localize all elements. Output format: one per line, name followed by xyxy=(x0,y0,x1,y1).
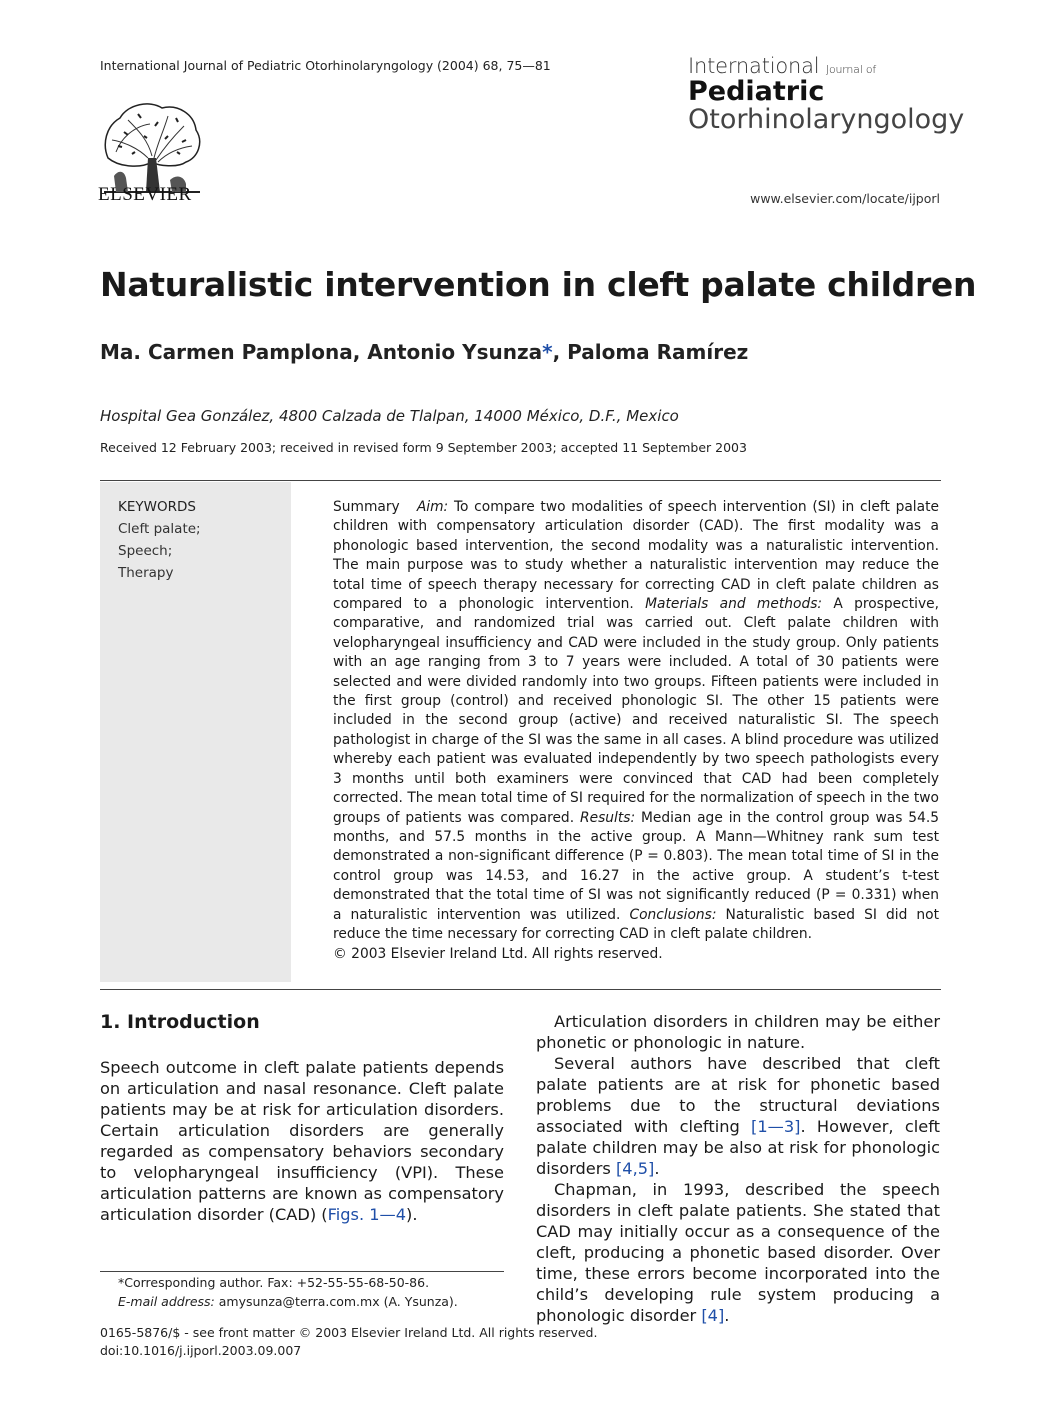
citation-link[interactable]: [4] xyxy=(701,1306,725,1325)
journal-name-line2: Pediatric xyxy=(688,76,825,107)
email-note: E-mail address: amysunza@terra.com.mx (A. Ysunza). xyxy=(118,1294,458,1309)
abstract-copyright: © 2003 Elsevier Ireland Ltd. All rights reserved. xyxy=(333,946,663,962)
footnote-divider xyxy=(100,1271,504,1272)
journal-name-line1-small: Journal of xyxy=(825,63,877,76)
keyword-item: Therapy xyxy=(118,565,174,581)
abstract xyxy=(333,498,939,944)
email-address[interactable]: amysunza@terra.com.mx (A. Ysunza). xyxy=(218,1294,458,1309)
citation-link[interactable]: [4,5] xyxy=(615,1159,655,1178)
intro-left-column xyxy=(100,1057,504,1225)
journal-url[interactable]: www.elsevier.com/locate/ijporl xyxy=(750,191,940,206)
results-text: Median age in the control group was 54.5 months, and 57.5 months in the active group. A Mann—Whitney rank sum test demonstrated a non-significant difference (P = 0.803). The mean total time of SI in the control group was 14.53, and 16.27 in the active group. A student’s t-test demonstrated that the total time of SI was not significantly reduced (P = 0.331) when a naturalistic intervention was utilized. xyxy=(333,809,940,923)
intro-paragraph: Articulation disorders in children may be either phonetic or phonologic in nature. xyxy=(536,1012,940,1052)
journal-name-line3: Otorhinolaryngology xyxy=(688,104,965,135)
methods-text: A prospective, comparative, and randomized trial was carried out. Cleft palate children with velopharyngeal insufficiency and CAD were included in the study group. Only patients with an age ranging from 3 to 7 years were included. A total of 30 patients were selected and were divided randomly into two groups. Fifteen patients were included in the first group (control) and received phonologic SI. The other 15 patients were included in the second group (active) and received naturalistic SI. The speech pathologist in charge of the SI was the same in all cases. A blind procedure was utilized whereby each patient was evaluated independently by two speech pathologists every 3 months until both examiners were convinced that CAD had been completely corrected. The mean total time of SI required for the normalization of speech in the two groups of patients was compared. xyxy=(333,596,939,826)
received-dates: Received 12 February 2003; received in revised form 9 September 2003; accepted 11 September 2003 xyxy=(100,440,747,455)
journal-name-line1: International Journal of xyxy=(688,54,877,78)
methods-label: Materials and methods: xyxy=(645,596,823,613)
figure-link[interactable]: Figs. 1—4 xyxy=(327,1205,407,1224)
article-title: Naturalistic intervention in cleft palate children xyxy=(100,265,977,304)
citation-link[interactable]: [1—3] xyxy=(751,1117,801,1136)
intro-paragraph: Several authors have described that cleft palate patients are at risk for phonetic based problems due to the structural deviations associated with clefting [1—3]. However, cleft palate children may be also at risk for phonologic disorders [4,5]. xyxy=(536,1054,940,1178)
abstract-divider xyxy=(100,989,941,990)
summary-label: Summary xyxy=(333,499,400,515)
conclusions-label: Conclusions: xyxy=(629,906,717,923)
intro-paragraph: Speech outcome in cleft palate patients depends on articulation and nasal resonance. Cleft palate patients may be at risk for articulation disorders. Certain articulation disorders are generally regarded as compensatory behaviors secondary to velopharyngeal insufficiency (VPI). These articulation patterns are known as compensatory articulation disorder (CAD) (Figs. 1—4). xyxy=(100,1058,504,1224)
conclusions-text: Naturalistic based SI did not reduce the time necessary for correcting CAD in cleft palate children. xyxy=(333,906,940,942)
keyword-item: Speech; xyxy=(118,543,173,559)
header-divider xyxy=(100,480,941,481)
publisher-wordmark: ELSEVIER xyxy=(98,184,192,205)
aim-label: Aim: xyxy=(416,499,449,515)
corresponding-author-note: *Corresponding author. Fax: +52-55-55-68-50-86. xyxy=(118,1275,430,1290)
section-heading: 1. Introduction xyxy=(100,1011,260,1033)
doi-line[interactable]: doi:10.1016/j.ijporl.2003.09.007 xyxy=(100,1343,302,1358)
aim-text: To compare two modalities of speech intervention (SI) in cleft palate children with compensatory articulation disorder (CAD). The first modality was a phonologic based intervention, the second modality was a naturalistic intervention. The main purpose was to study whether a naturalistic intervention may reduce the total time of speech therapy necessary for correcting CAD in cleft palate children as compared to a phonologic intervention. xyxy=(333,499,939,613)
issn-line: 0165-5876/$ - see front matter © 2003 Elsevier Ireland Ltd. All rights reserved. xyxy=(100,1325,598,1340)
journal-citation: International Journal of Pediatric Otorhinolaryngology (2004) 68, 75—81 xyxy=(100,58,551,73)
journal-masthead xyxy=(688,56,964,133)
intro-paragraph: Chapman, in 1993, described the speech disorders in cleft palate patients. She stated that CAD may initially occur as a consequence of the cleft, producing a phonetic based disorder. Over time, these errors become incorporated into the child’s developing rule system producing a phonologic disorder [4]. xyxy=(536,1180,940,1325)
corresponding-author-mark[interactable]: * xyxy=(542,340,553,364)
keywords-heading: KEYWORDS xyxy=(118,499,196,515)
intro-right-column xyxy=(536,1011,940,1326)
keyword-item: Cleft palate; xyxy=(118,521,201,537)
author-list: Ma. Carmen Pamplona, Antonio Ysunza*, Paloma Ramírez xyxy=(100,340,749,364)
results-label: Results: xyxy=(580,809,636,826)
affiliation: Hospital Gea González, 4800 Calzada de Tlalpan, 14000 México, D.F., Mexico xyxy=(100,407,679,425)
